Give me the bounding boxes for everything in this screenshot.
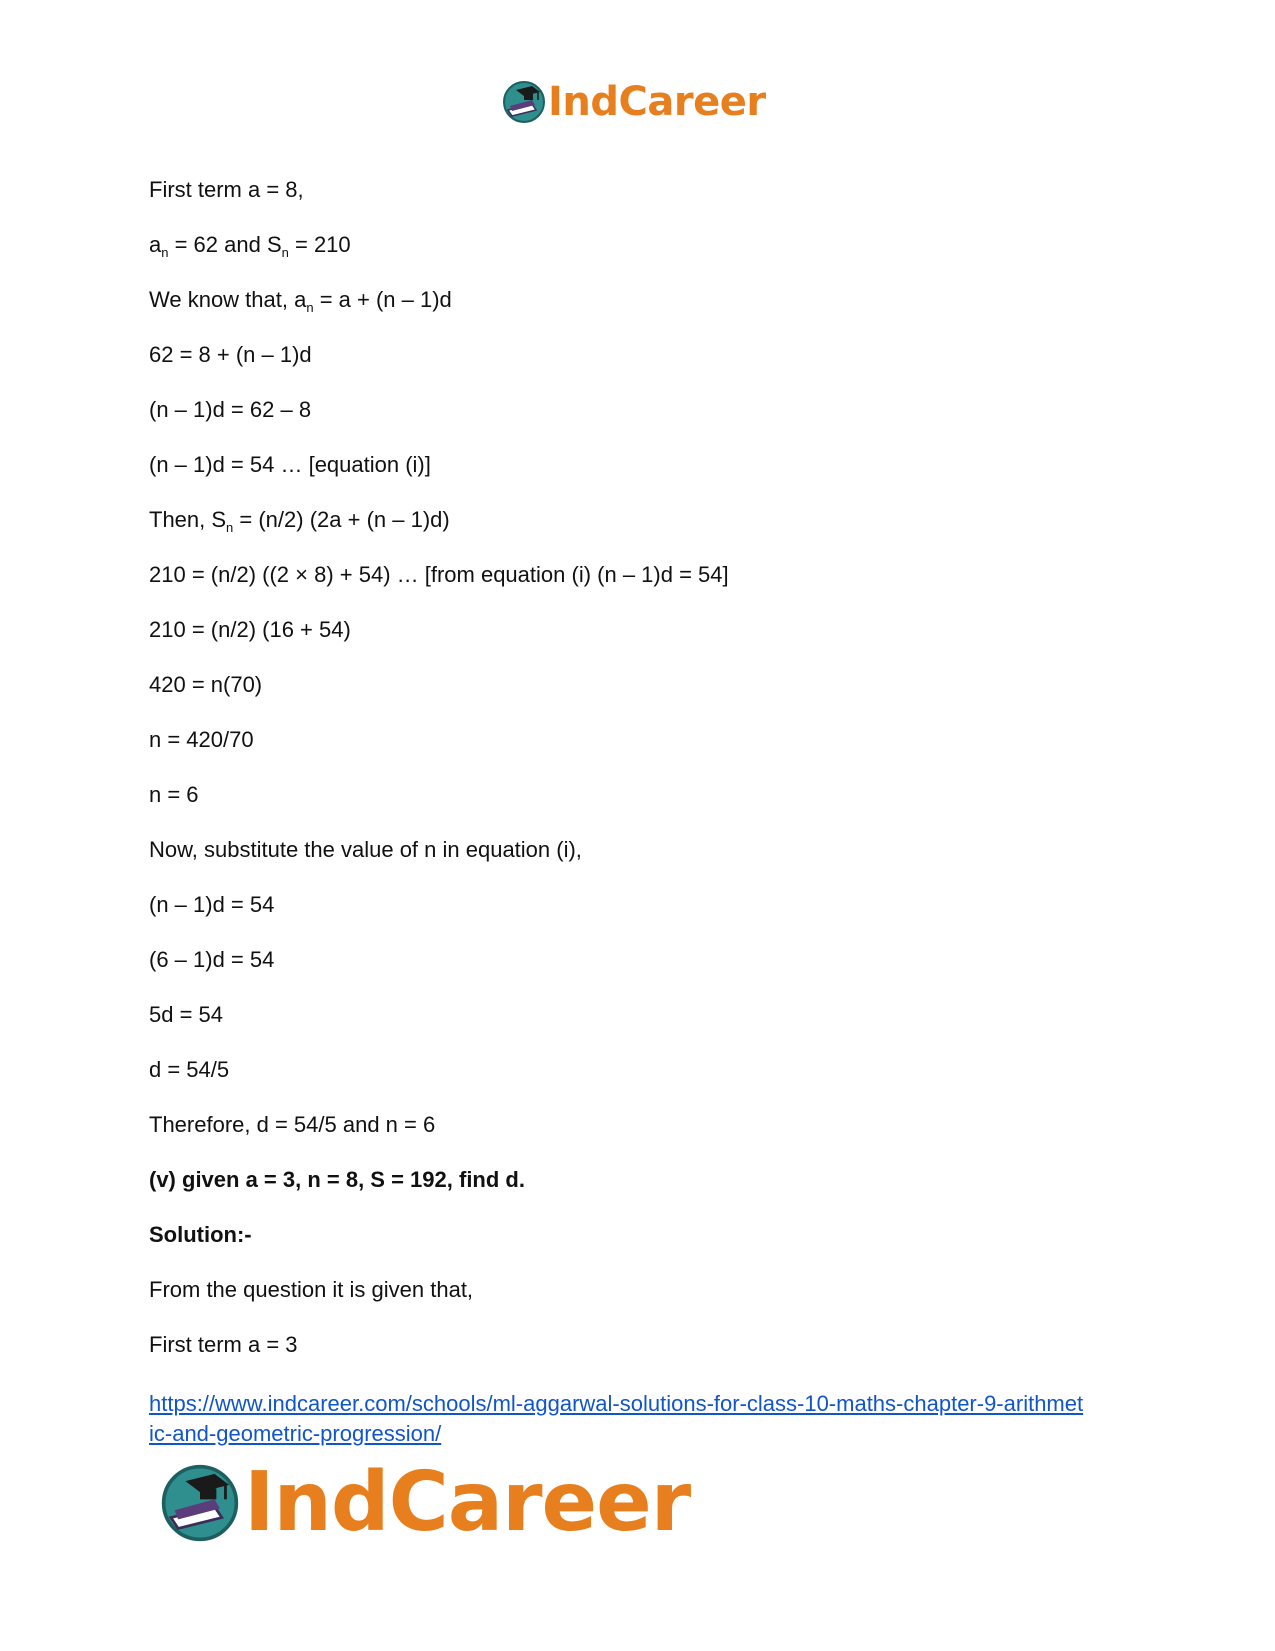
document-body bbox=[149, 176, 1129, 1386]
text-line: From the question it is given that, bbox=[149, 1277, 474, 1302]
text-line: 5d = 54 bbox=[149, 1002, 224, 1027]
header-logo bbox=[502, 80, 766, 124]
text-line: We know that, $a_n = a + (n - 1)d$ bbox=[149, 287, 452, 315]
source-link-line[interactable]: ic-and-geometric-progression/ bbox=[149, 1421, 442, 1446]
footer-logo bbox=[160, 1455, 691, 1550]
question-heading: (v) given a = 3, n = 8, S = 192, find d. bbox=[149, 1167, 525, 1192]
source-link[interactable] bbox=[149, 1389, 1129, 1449]
solution-heading: Solution:- bbox=[149, 1222, 252, 1247]
source-link-line[interactable]: https://www.indcareer.com/schools/ml-aggarwal-solutions-for-class-10-maths-chapter-9-arithmet bbox=[149, 1391, 1084, 1416]
text-line: Then, $S_n = (n/2) (2a + (n - 1)d)$ bbox=[149, 507, 450, 535]
brand-wordmark: IndCareer bbox=[548, 79, 766, 125]
text-line: (n – 1)d = 54 bbox=[149, 892, 275, 917]
text-line: n = 420/70 bbox=[149, 727, 254, 752]
text-line: Now, substitute the value of n in equation (i), bbox=[149, 837, 582, 862]
brand-wordmark: IndCareer bbox=[244, 1455, 691, 1550]
text-line: (6 – 1)d = 54 bbox=[149, 947, 275, 972]
text-line: (n – 1)d = 62 – 8 bbox=[149, 397, 312, 422]
text-line: n = 6 bbox=[149, 782, 199, 807]
text-line: Therefore, d = 54/5 and n = 6 bbox=[149, 1112, 436, 1137]
text-line: (n – 1)d = 54 … [equation (i)] bbox=[149, 452, 431, 477]
text-line: 210 = (n/2) (16 + 54) bbox=[149, 617, 351, 642]
text-line: First term a = 3 bbox=[149, 1332, 298, 1357]
text-line: d = 54/5 bbox=[149, 1057, 230, 1082]
text-line: $a_n = 62$ and $S_n = 210$ bbox=[149, 232, 351, 260]
text-line: 62 = 8 + (n – 1)d bbox=[149, 342, 312, 367]
globe-books-icon bbox=[160, 1463, 240, 1543]
text-line: First term a = 8, bbox=[149, 177, 304, 202]
text-line: 210 = (n/2) ((2 × 8) + 54) … [from equation (i) (n – 1)d = 54] bbox=[149, 562, 729, 587]
text-line: 420 = n(70) bbox=[149, 672, 263, 697]
globe-books-icon bbox=[502, 80, 546, 124]
